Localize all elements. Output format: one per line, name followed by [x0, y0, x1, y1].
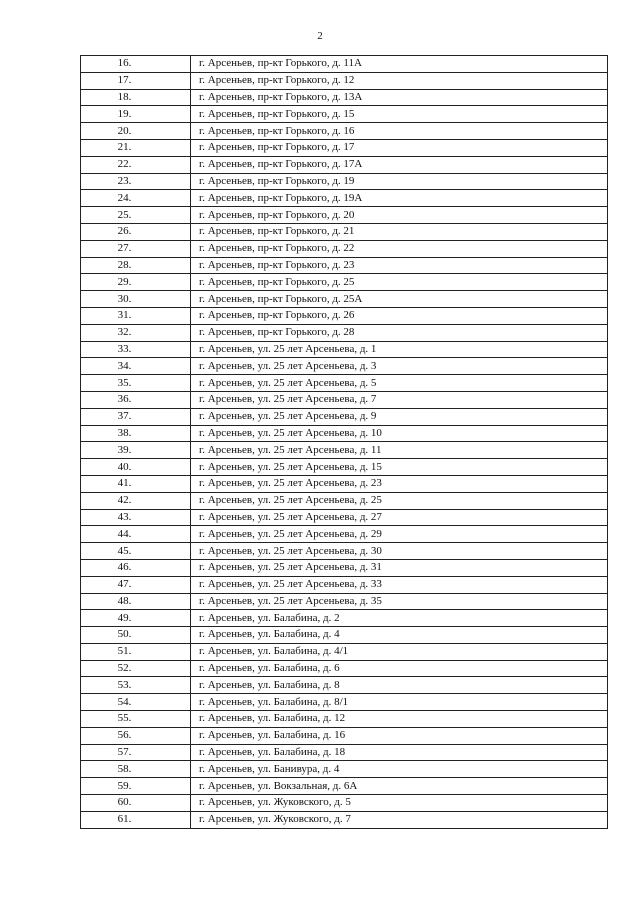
- row-number: 16.: [81, 56, 191, 73]
- table-row: [81, 727, 608, 744]
- row-address: г. Арсеньев, ул. Балабина, д. 2: [191, 610, 608, 627]
- row-address: г. Арсеньев, ул. 25 лет Арсеньева, д. 3: [191, 358, 608, 375]
- row-number: 56.: [81, 727, 191, 744]
- row-address: г. Арсеньев, ул. 25 лет Арсеньева, д. 11: [191, 442, 608, 459]
- row-number: 39.: [81, 442, 191, 459]
- row-number: 59.: [81, 778, 191, 795]
- table-row: [81, 375, 608, 392]
- row-address: г. Арсеньев, пр-кт Горького, д. 19А: [191, 190, 608, 207]
- row-number: 23.: [81, 173, 191, 190]
- row-number: 48.: [81, 593, 191, 610]
- row-address: г. Арсеньев, ул. 25 лет Арсеньева, д. 25: [191, 492, 608, 509]
- row-number: 55.: [81, 711, 191, 728]
- row-address: г. Арсеньев, пр-кт Горького, д. 21: [191, 223, 608, 240]
- row-address: г. Арсеньев, пр-кт Горького, д. 26: [191, 307, 608, 324]
- table-row: [81, 257, 608, 274]
- row-number: 30.: [81, 291, 191, 308]
- row-address: г. Арсеньев, ул. Балабина, д. 18: [191, 744, 608, 761]
- table-row: [81, 492, 608, 509]
- address-table: [80, 55, 608, 829]
- row-number: 31.: [81, 307, 191, 324]
- row-address: г. Арсеньев, ул. 25 лет Арсеньева, д. 23: [191, 475, 608, 492]
- row-address: г. Арсеньев, ул. 25 лет Арсеньева, д. 1: [191, 341, 608, 358]
- row-number: 20.: [81, 123, 191, 140]
- row-address: г. Арсеньев, пр-кт Горького, д. 23: [191, 257, 608, 274]
- row-address: г. Арсеньев, ул. Балабина, д. 12: [191, 711, 608, 728]
- row-number: 34.: [81, 358, 191, 375]
- row-address: г. Арсеньев, ул. Жуковского, д. 7: [191, 811, 608, 828]
- table-row: [81, 207, 608, 224]
- table-row: [81, 56, 608, 73]
- table-row: [81, 291, 608, 308]
- table-row: [81, 223, 608, 240]
- table-row: [81, 677, 608, 694]
- row-number: 38.: [81, 425, 191, 442]
- row-address: г. Арсеньев, ул. 25 лет Арсеньева, д. 29: [191, 526, 608, 543]
- table-row: [81, 744, 608, 761]
- row-number: 35.: [81, 375, 191, 392]
- table-row: [81, 593, 608, 610]
- table-row: [81, 425, 608, 442]
- row-number: 61.: [81, 811, 191, 828]
- table-row: [81, 324, 608, 341]
- row-number: 36.: [81, 391, 191, 408]
- table-row: [81, 643, 608, 660]
- row-address: г. Арсеньев, ул. Балабина, д. 4: [191, 627, 608, 644]
- row-number: 43.: [81, 509, 191, 526]
- row-number: 47.: [81, 576, 191, 593]
- table-row: [81, 660, 608, 677]
- row-number: 49.: [81, 610, 191, 627]
- row-address: г. Арсеньев, пр-кт Горького, д. 15: [191, 106, 608, 123]
- table-row: [81, 475, 608, 492]
- table-row: [81, 811, 608, 828]
- row-address: г. Арсеньев, ул. 25 лет Арсеньева, д. 31: [191, 559, 608, 576]
- row-number: 21.: [81, 139, 191, 156]
- row-address: г. Арсеньев, пр-кт Горького, д. 12: [191, 72, 608, 89]
- row-number: 50.: [81, 627, 191, 644]
- row-address: г. Арсеньев, пр-кт Горького, д. 25А: [191, 291, 608, 308]
- row-number: 45.: [81, 543, 191, 560]
- row-address: г. Арсеньев, ул. 25 лет Арсеньева, д. 7: [191, 391, 608, 408]
- row-address: г. Арсеньев, пр-кт Горького, д. 11А: [191, 56, 608, 73]
- row-address: г. Арсеньев, ул. 25 лет Арсеньева, д. 33: [191, 576, 608, 593]
- table-row: [81, 408, 608, 425]
- table-row: [81, 610, 608, 627]
- table-row: [81, 778, 608, 795]
- row-address: г. Арсеньев, ул. Балабина, д. 16: [191, 727, 608, 744]
- table-row: [81, 391, 608, 408]
- row-number: 40.: [81, 459, 191, 476]
- table-row: [81, 190, 608, 207]
- row-address: г. Арсеньев, ул. Балабина, д. 4/1: [191, 643, 608, 660]
- row-number: 57.: [81, 744, 191, 761]
- row-number: 52.: [81, 660, 191, 677]
- row-number: 42.: [81, 492, 191, 509]
- row-address: г. Арсеньев, ул. 25 лет Арсеньева, д. 30: [191, 543, 608, 560]
- table-row: [81, 761, 608, 778]
- table-row: [81, 307, 608, 324]
- row-address: г. Арсеньев, ул. Балабина, д. 8/1: [191, 694, 608, 711]
- row-number: 26.: [81, 223, 191, 240]
- row-address: г. Арсеньев, ул. Банивура, д. 4: [191, 761, 608, 778]
- table-row: [81, 89, 608, 106]
- row-number: 53.: [81, 677, 191, 694]
- row-address: г. Арсеньев, пр-кт Горького, д. 25: [191, 274, 608, 291]
- table-row: [81, 442, 608, 459]
- table-row: [81, 173, 608, 190]
- row-address: г. Арсеньев, ул. Вокзальная, д. 6А: [191, 778, 608, 795]
- row-number: 58.: [81, 761, 191, 778]
- row-address: г. Арсеньев, ул. 25 лет Арсеньева, д. 9: [191, 408, 608, 425]
- table-row: [81, 459, 608, 476]
- table-row: [81, 106, 608, 123]
- row-address: г. Арсеньев, ул. Балабина, д. 6: [191, 660, 608, 677]
- row-address: г. Арсеньев, ул. 25 лет Арсеньева, д. 5: [191, 375, 608, 392]
- row-address: г. Арсеньев, ул. 25 лет Арсеньева, д. 15: [191, 459, 608, 476]
- row-address: г. Арсеньев, ул. 25 лет Арсеньева, д. 27: [191, 509, 608, 526]
- table-row: [81, 543, 608, 560]
- table-row: [81, 559, 608, 576]
- row-address: г. Арсеньев, пр-кт Горького, д. 17А: [191, 156, 608, 173]
- table-row: [81, 627, 608, 644]
- row-number: 22.: [81, 156, 191, 173]
- row-number: 29.: [81, 274, 191, 291]
- row-number: 46.: [81, 559, 191, 576]
- row-number: 27.: [81, 240, 191, 257]
- row-address: г. Арсеньев, ул. Балабина, д. 8: [191, 677, 608, 694]
- row-number: 24.: [81, 190, 191, 207]
- table-row: [81, 509, 608, 526]
- row-number: 19.: [81, 106, 191, 123]
- row-address: г. Арсеньев, пр-кт Горького, д. 28: [191, 324, 608, 341]
- row-address: г. Арсеньев, ул. 25 лет Арсеньева, д. 35: [191, 593, 608, 610]
- row-address: г. Арсеньев, пр-кт Горького, д. 13А: [191, 89, 608, 106]
- table-row: [81, 795, 608, 812]
- table-row: [81, 526, 608, 543]
- table-row: [81, 72, 608, 89]
- table-row: [81, 341, 608, 358]
- table-row: [81, 139, 608, 156]
- table-row: [81, 123, 608, 140]
- table-row: [81, 156, 608, 173]
- row-address: г. Арсеньев, ул. 25 лет Арсеньева, д. 10: [191, 425, 608, 442]
- table-row: [81, 240, 608, 257]
- row-number: 33.: [81, 341, 191, 358]
- row-address: г. Арсеньев, пр-кт Горького, д. 17: [191, 139, 608, 156]
- table-row: [81, 576, 608, 593]
- table-row: [81, 711, 608, 728]
- row-number: 54.: [81, 694, 191, 711]
- row-number: 18.: [81, 89, 191, 106]
- row-number: 51.: [81, 643, 191, 660]
- table-row: [81, 694, 608, 711]
- table-row: [81, 274, 608, 291]
- row-number: 32.: [81, 324, 191, 341]
- row-number: 44.: [81, 526, 191, 543]
- row-number: 25.: [81, 207, 191, 224]
- row-address: г. Арсеньев, пр-кт Горького, д. 20: [191, 207, 608, 224]
- row-number: 17.: [81, 72, 191, 89]
- row-number: 60.: [81, 795, 191, 812]
- table-row: [81, 358, 608, 375]
- row-address: г. Арсеньев, ул. Жуковского, д. 5: [191, 795, 608, 812]
- row-number: 28.: [81, 257, 191, 274]
- page-number: 2: [317, 30, 323, 42]
- row-number: 41.: [81, 475, 191, 492]
- row-address: г. Арсеньев, пр-кт Горького, д. 22: [191, 240, 608, 257]
- address-table-body: [81, 56, 608, 829]
- row-address: г. Арсеньев, пр-кт Горького, д. 19: [191, 173, 608, 190]
- row-address: г. Арсеньев, пр-кт Горького, д. 16: [191, 123, 608, 140]
- row-number: 37.: [81, 408, 191, 425]
